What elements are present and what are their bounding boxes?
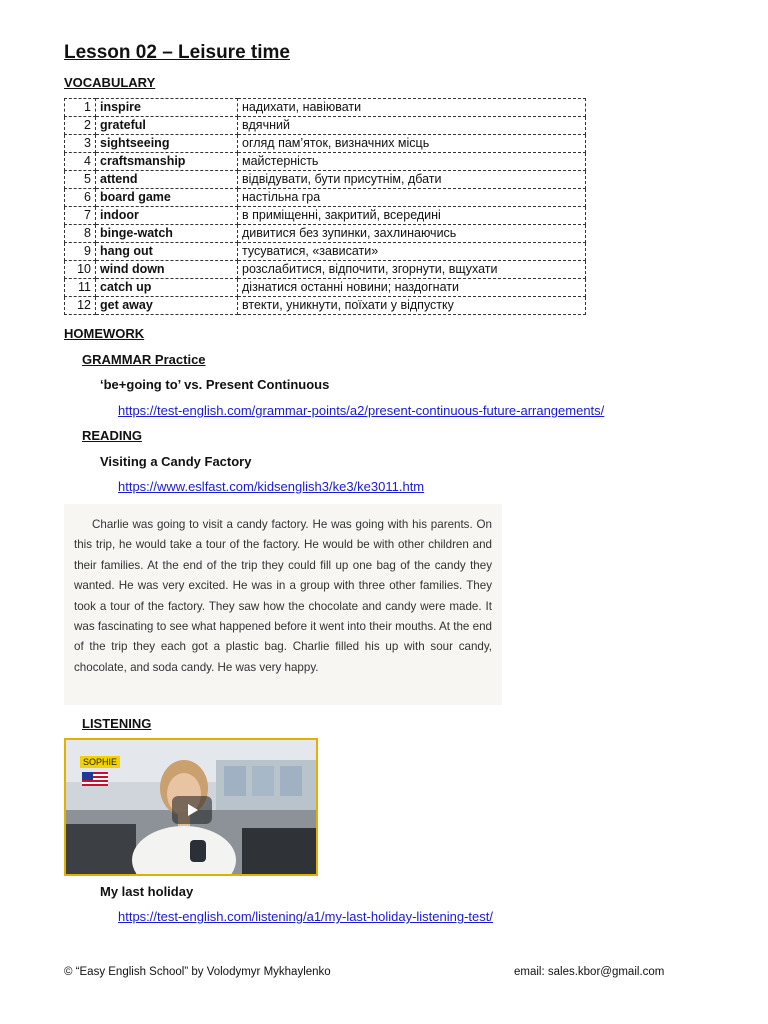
- video-name-tag: SOPHIE: [80, 756, 120, 768]
- row-number: 10: [65, 261, 96, 279]
- footer-copyright: © “Easy English School” by Volodymyr Mykhaylenko: [64, 966, 331, 978]
- grammar-link[interactable]: https://test-english.com/grammar-points/a2/present-continuous-future-arrangements/: [118, 403, 605, 418]
- row-number: 4: [65, 153, 96, 171]
- vocab-translation: майстерність: [238, 153, 586, 171]
- grammar-topic: ‘be+going to’ vs. Present Continuous: [100, 377, 330, 392]
- row-number: 7: [65, 207, 96, 225]
- vocab-word: grateful: [96, 117, 238, 135]
- play-icon: [172, 796, 212, 824]
- play-button[interactable]: [172, 796, 212, 824]
- table-row: [65, 117, 586, 135]
- table-row: [65, 135, 586, 153]
- row-number: 11: [65, 279, 96, 297]
- vocab-translation: в приміщенні, закритий, всередині: [238, 207, 586, 225]
- reading-text: Charlie was going to visit a candy factory. He was going with his parents. On this trip, he would take a tour of the factory. He would be with other children and their families. At the end of the trip they could fill up one bag of the candy they wanted. He was very excited. He was in a group with three other families. They took a tour of the factory. They saw how the chocolate and candy were made. It was fascinating to see what happened before it went into their mouths. At the end of the trip they each got a plastic bag. Charlie filled his up with sour candy, chocolate, and soda candy. He was very happy.: [74, 518, 492, 674]
- vocab-translation: надихати, навіювати: [238, 99, 586, 117]
- vocab-word: attend: [96, 171, 238, 189]
- vocab-word: craftsmanship: [96, 153, 238, 171]
- homework-heading: HOMEWORK: [64, 326, 145, 341]
- vocab-translation: дізнатися останні новини; наздогнати: [238, 279, 586, 297]
- vocab-translation: тусуватися, «зависати»: [238, 243, 586, 261]
- vocab-word: wind down: [96, 261, 238, 279]
- grammar-heading: GRAMMAR Practice: [82, 352, 206, 367]
- reading-link[interactable]: https://www.eslfast.com/kidsenglish3/ke3/ke3011.htm: [118, 479, 425, 494]
- listening-video-thumbnail[interactable]: [64, 738, 318, 876]
- row-number: 1: [65, 99, 96, 117]
- vocab-word: hang out: [96, 243, 238, 261]
- table-row: [65, 279, 586, 297]
- us-flag-icon: [82, 772, 108, 786]
- row-number: 9: [65, 243, 96, 261]
- vocab-word: binge-watch: [96, 225, 238, 243]
- vocab-translation: дивитися без зупинки, захлинаючись: [238, 225, 586, 243]
- vocab-word: indoor: [96, 207, 238, 225]
- vocab-translation: огляд пам’яток, визначних місць: [238, 135, 586, 153]
- row-number: 3: [65, 135, 96, 153]
- footer-email: email: sales.kbor@gmail.com: [514, 966, 665, 978]
- listening-heading: LISTENING: [82, 716, 152, 731]
- table-row: [65, 225, 586, 243]
- reading-topic: Visiting a Candy Factory: [100, 454, 252, 469]
- table-row: [65, 189, 586, 207]
- table-row: [65, 207, 586, 225]
- reading-heading: READING: [82, 428, 142, 443]
- vocab-word: catch up: [96, 279, 238, 297]
- vocab-translation: вдячний: [238, 117, 586, 135]
- vocab-word: sightseeing: [96, 135, 238, 153]
- row-number: 5: [65, 171, 96, 189]
- table-row: [65, 153, 586, 171]
- vocab-translation: розслабитися, відпочити, згорнути, вщухати: [238, 261, 586, 279]
- reading-text-image: [64, 504, 502, 705]
- row-number: 8: [65, 225, 96, 243]
- table-row: [65, 243, 586, 261]
- vocab-translation: відвідувати, бути присутнім, дбати: [238, 171, 586, 189]
- vocab-word: board game: [96, 189, 238, 207]
- row-number: 6: [65, 189, 96, 207]
- vocabulary-table: [64, 98, 586, 315]
- listening-link[interactable]: https://test-english.com/listening/a1/my-last-holiday-listening-test/: [118, 909, 493, 924]
- table-row: [65, 297, 586, 315]
- vocab-word: inspire: [96, 99, 238, 117]
- table-row: [65, 171, 586, 189]
- listening-topic: My last holiday: [100, 884, 194, 899]
- page-title: Lesson 02 – Leisure time: [64, 42, 290, 63]
- row-number: 2: [65, 117, 96, 135]
- vocab-translation: настільна гра: [238, 189, 586, 207]
- vocab-translation: втекти, уникнути, поїхати у відпустку: [238, 297, 586, 315]
- row-number: 12: [65, 297, 96, 315]
- vocab-word: get away: [96, 297, 238, 315]
- table-row: [65, 99, 586, 117]
- table-row: [65, 261, 586, 279]
- vocabulary-heading: VOCABULARY: [64, 75, 156, 90]
